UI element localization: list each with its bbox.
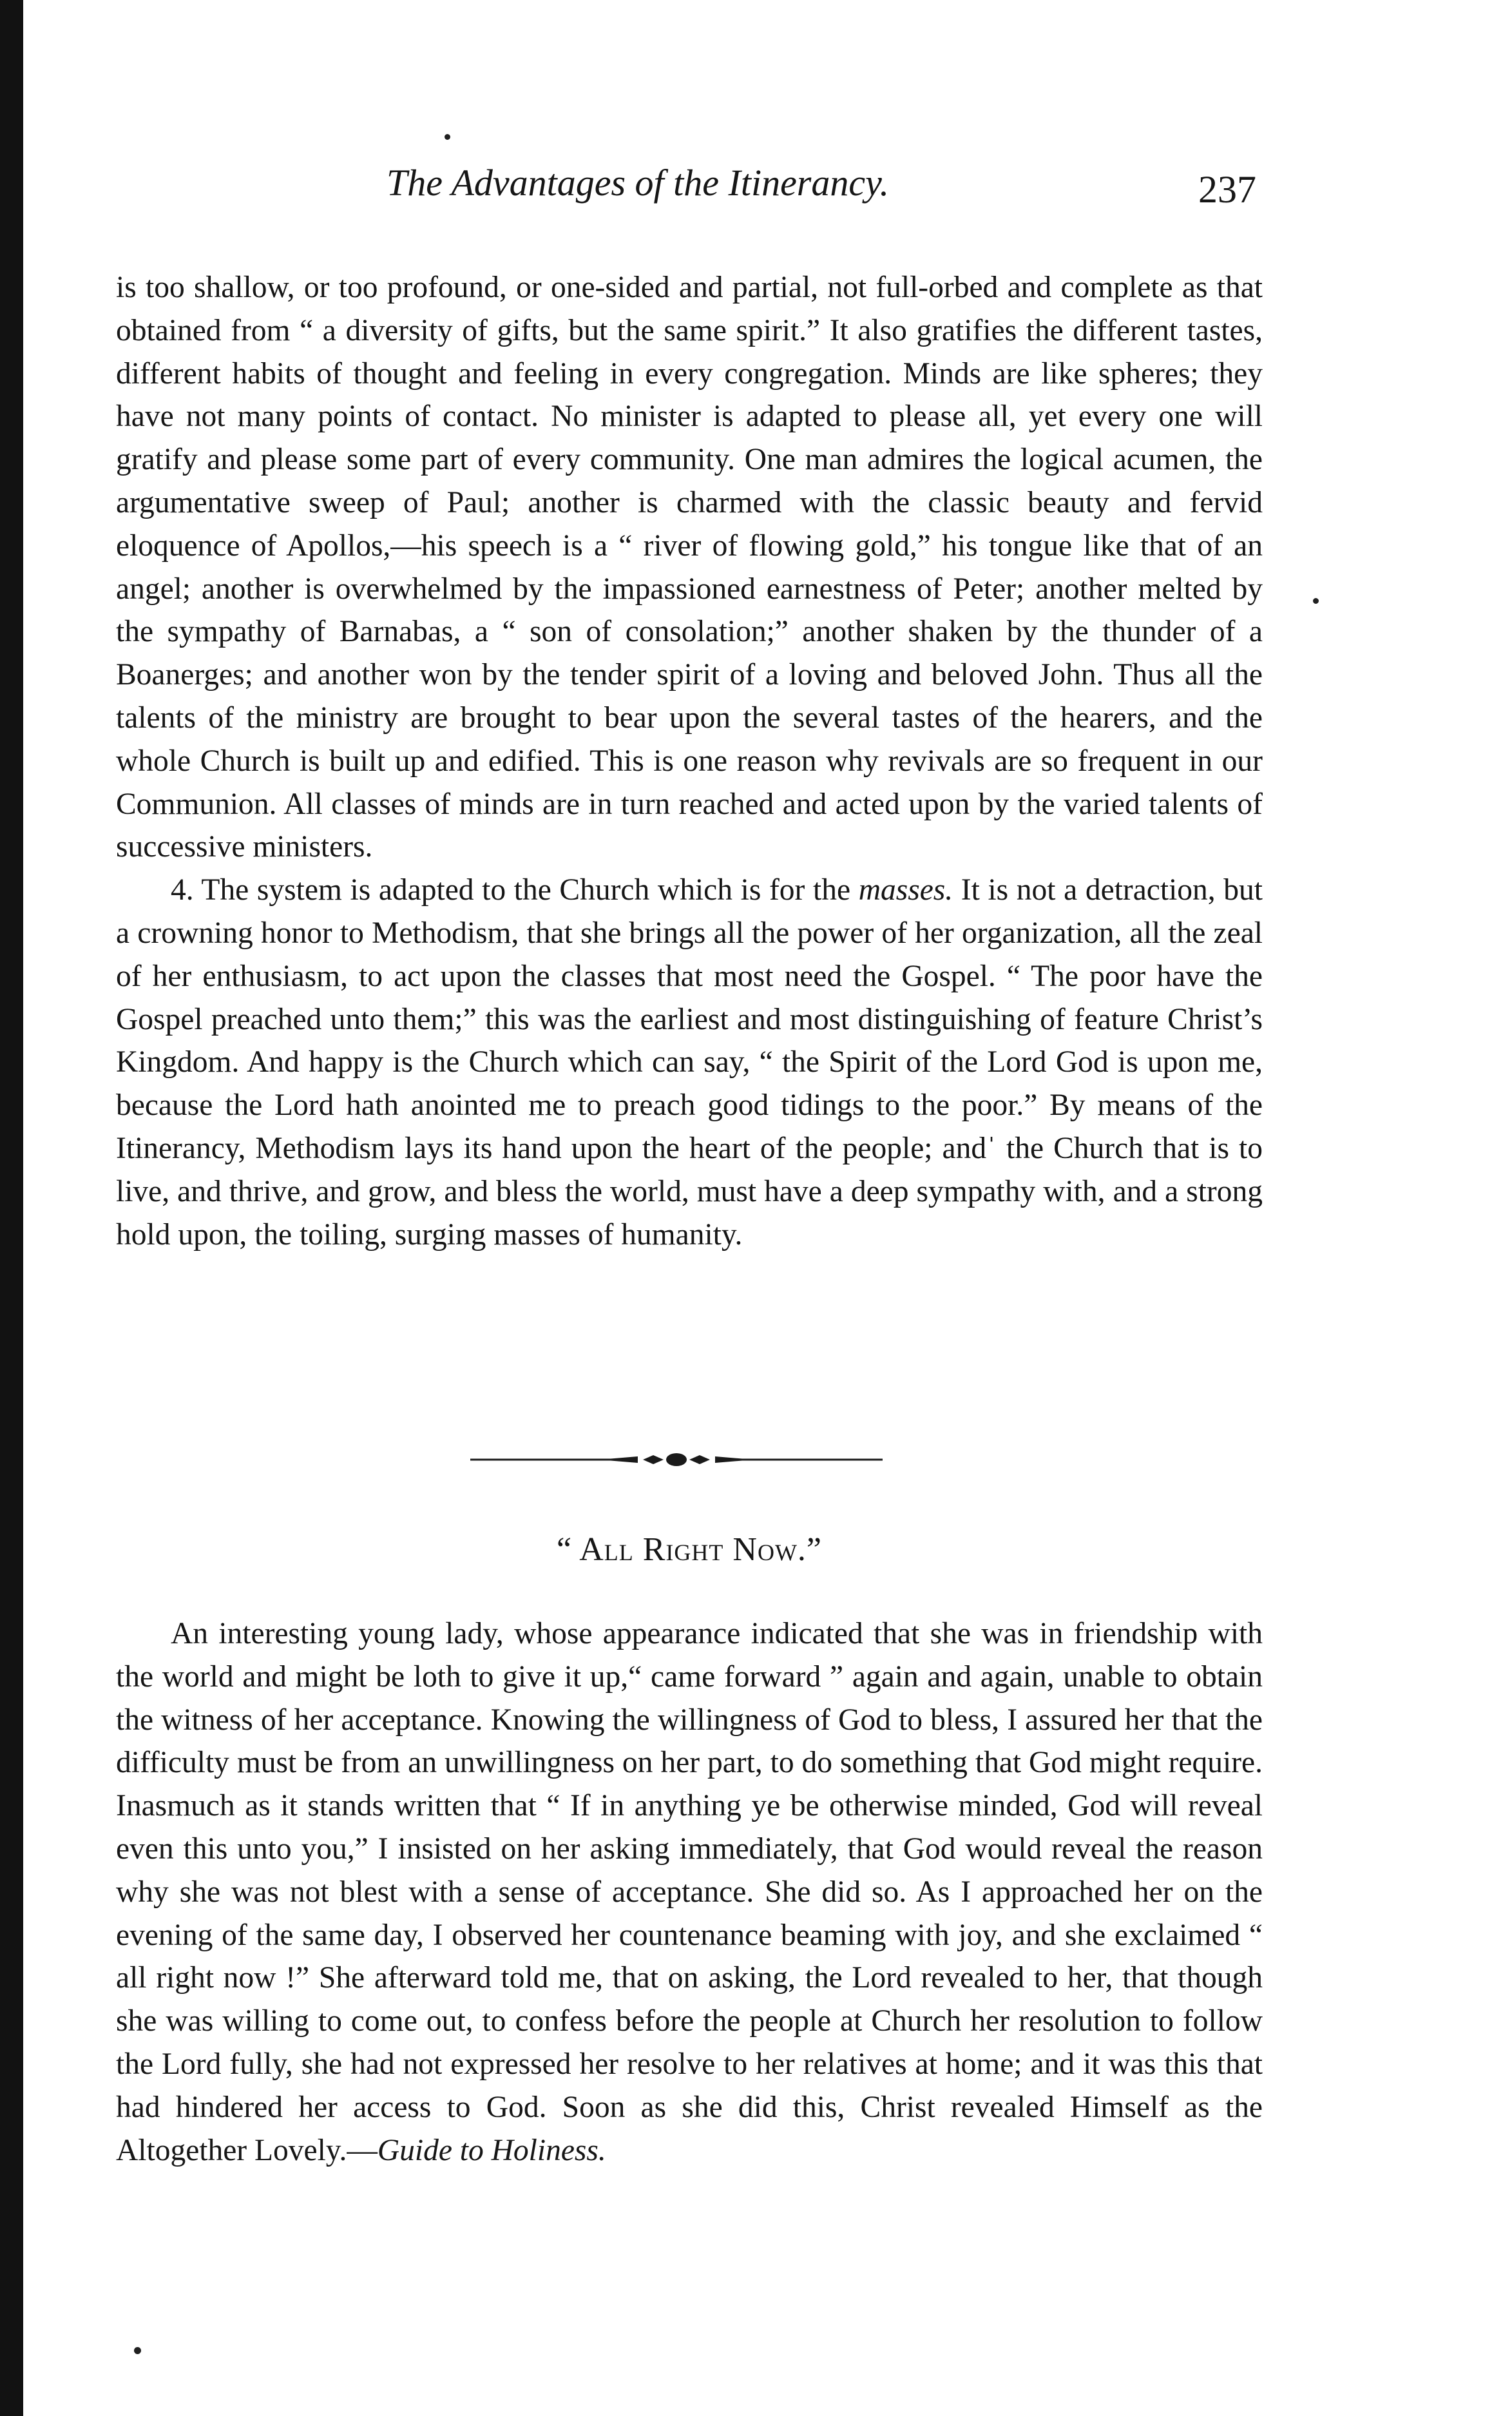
paragraph bbox=[116, 1612, 1263, 2172]
ornamental-separator bbox=[470, 1450, 883, 1469]
page-number: 237 bbox=[1198, 168, 1256, 211]
paragraph bbox=[116, 869, 1263, 1256]
page-edge-shadow bbox=[0, 0, 23, 2416]
paragraph-text: It is not a detraction, but a crowning honor to Methodism, that she brings all the power of her organization, all the zeal of her enthusiasm, to act upon the classes that most need the Gospel. “ The poor have the Gospel preached unto them;” this was the earliest and most distinguishing of feature Christ’s Kingdom. And happy is the Church which can say, “ the Spirit of the Lord God is upon me, because the Lord hath anointed me to preach good tidings to the poor.” By means of the Itinerancy, Methodism lays its hand upon the heart of the people; andˈ the Church that is to live, and thrive, and grow, and bless the world, must have a deep sympathy with, and a strong hold upon, the toiling, surging masses of humanity. bbox=[116, 873, 1263, 1251]
running-head bbox=[116, 148, 1263, 219]
emphasis-text: masses. bbox=[858, 873, 953, 907]
all-right-now-text bbox=[116, 1612, 1263, 2172]
book-page bbox=[116, 0, 1263, 2416]
paragraph: is too shallow, or too profound, or one-sided and partial, not full-orbed and complete as that obtained from “ a diversity of gifts, but the same spirit.” It also gratifies the different tastes, different habits of thought and feeling in every congregation. Minds are like spheres; they have not many points of contact. No minister is adapted to please all, yet every one will gratify and please some part of every community. One man admires the logical acumen, the argumentative sweep of Paul; another is charmed with the classic beauty and fervid eloquence of Apollos,—his speech is a “ river of flowing gold,” his tongue like that of an angel; another is overwhelmed by the impassioned earnestness of Peter; another melted by the sympathy of Barnabas, a “ son of consolation;” another shaken by the thunder of a Boanerges; and another won by the tender spirit of a loving and beloved John. Thus all the talents of the ministry are brought to bear upon the several tastes of the hearers, and the whole Church is built up and edified. This is one reason why revivals are so frequent in our Communion. All classes of minds are in turn reached and acted upon by the varied talents of successive ministers. bbox=[116, 271, 1263, 864]
paragraph-text: 4. The system is adapted to the Church which is for the bbox=[171, 873, 859, 907]
itinerancy-text bbox=[116, 266, 1263, 1256]
section-title: “ All Right Now.” bbox=[556, 1531, 822, 1568]
running-title: The Advantages of the Itinerancy. bbox=[387, 162, 890, 204]
source-citation: Guide to Holiness. bbox=[377, 2133, 606, 2167]
stray-mark-dot bbox=[1313, 598, 1319, 604]
paragraph-text: An interesting young lady, whose appearance indicated that she was in friendship with the world and might be loth to give it up,“ came forward ” again and again, unable to obtain the witness of her acceptance. Knowing the willingness of God to bless, I assured her that the difficulty must be from an unwillingness on her part, to do something that God might require. Inasmuch as it stands written that “ If in anything ye be otherwise minded, God will reveal even this unto you,” I insisted on her asking immediately, that God would reveal the reason why she was not blest with a sense of acceptance. She did so. As I approached her on the evening of the same day, I observed her countenance beaming with joy, and she exclaimed “ all right now !” She afterward told me, that on asking, the Lord revealed to her, that though she was willing to come out, to confess before the people at Church her resolution to follow the Lord fully, she had not expressed her resolve to her relatives at home; and it was this that had hindered her access to God. Soon as she did this, Christ revealed Himself as the Altogether Lovely.— bbox=[116, 1617, 1263, 2167]
